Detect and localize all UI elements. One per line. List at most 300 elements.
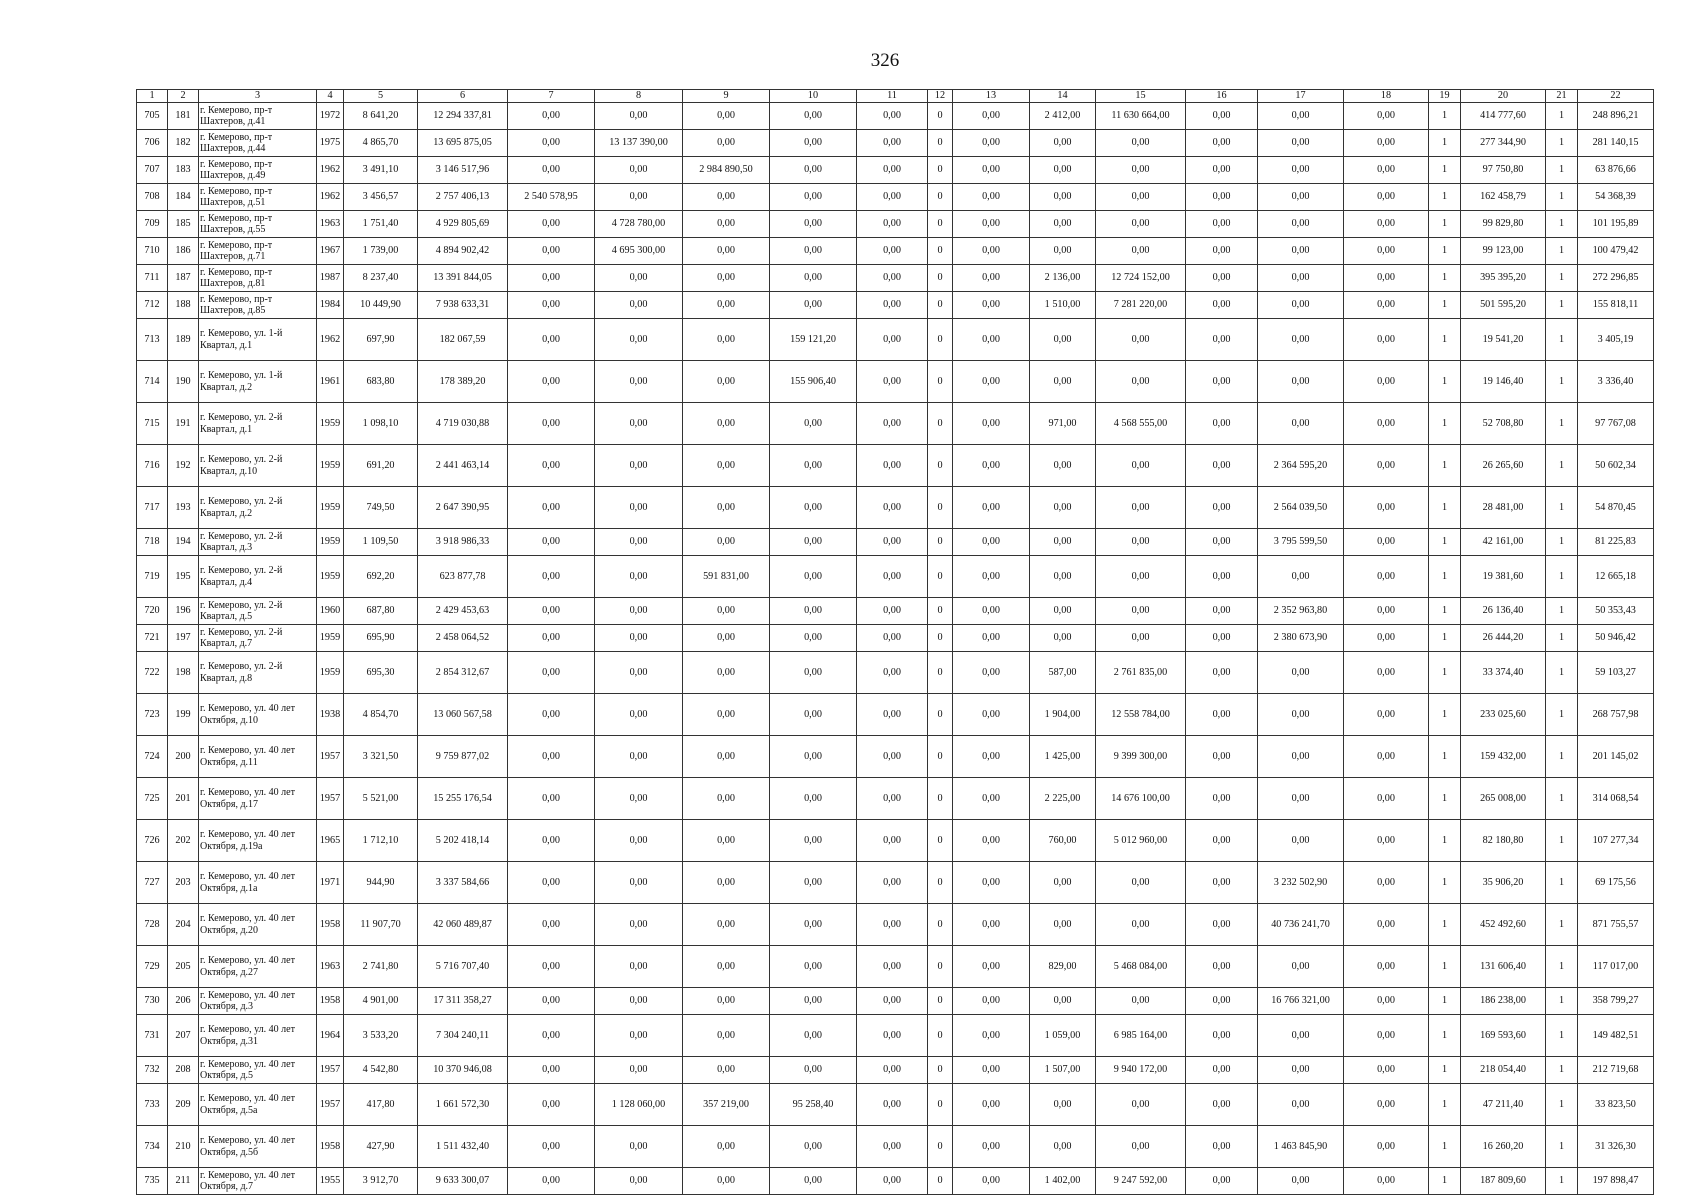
- table-cell: 3 912,70: [344, 1168, 418, 1195]
- table-row: [137, 361, 1654, 403]
- table-cell: 203: [168, 862, 199, 904]
- table-cell: 0,00: [1186, 736, 1258, 778]
- table-cell: 0,00: [508, 598, 595, 625]
- table-cell: 26 136,40: [1461, 598, 1546, 625]
- table-cell: 199: [168, 694, 199, 736]
- table-cell: 0,00: [595, 403, 683, 445]
- table-cell: 206: [168, 988, 199, 1015]
- column-header: 9: [683, 90, 770, 103]
- table-cell: 0,00: [1186, 556, 1258, 598]
- table-cell: 0,00: [1344, 625, 1429, 652]
- table-cell: 12 558 784,00: [1096, 694, 1186, 736]
- address-cell: г. Кемерово, пр-т Шахтеров, д.71: [199, 238, 317, 265]
- table-cell: 871 755,57: [1578, 904, 1654, 946]
- table-cell: 0,00: [770, 403, 857, 445]
- table-cell: 0,00: [1186, 820, 1258, 862]
- table-cell: 717: [137, 487, 168, 529]
- table-cell: 734: [137, 1126, 168, 1168]
- table-cell: 190: [168, 361, 199, 403]
- table-cell: 0,00: [953, 529, 1030, 556]
- table-cell: 0,00: [1096, 988, 1186, 1015]
- table-cell: 4 695 300,00: [595, 238, 683, 265]
- table-cell: 0,00: [1096, 211, 1186, 238]
- table-cell: 1: [1546, 445, 1578, 487]
- table-cell: 0,00: [770, 652, 857, 694]
- table-cell: 1: [1429, 904, 1461, 946]
- column-header: 2: [168, 90, 199, 103]
- table-row: [137, 778, 1654, 820]
- table-cell: 0,00: [1096, 862, 1186, 904]
- table-cell: 0,00: [953, 361, 1030, 403]
- table-cell: 59 103,27: [1578, 652, 1654, 694]
- table-cell: 0,00: [857, 403, 928, 445]
- table-cell: 0: [928, 1057, 953, 1084]
- table-cell: 687,80: [344, 598, 418, 625]
- table-cell: 0,00: [1344, 445, 1429, 487]
- table-cell: 0,00: [770, 103, 857, 130]
- table-cell: 0,00: [1258, 820, 1344, 862]
- table-cell: 1957: [317, 1057, 344, 1084]
- table-cell: 155 906,40: [770, 361, 857, 403]
- table-cell: 0,00: [1344, 778, 1429, 820]
- table-cell: 0,00: [1258, 184, 1344, 211]
- address-cell: г. Кемерово, ул. 40 лет Октября, д.1а: [199, 862, 317, 904]
- table-cell: 0: [928, 529, 953, 556]
- table-cell: 1: [1429, 625, 1461, 652]
- table-cell: 2 352 963,80: [1258, 598, 1344, 625]
- table-cell: 211: [168, 1168, 199, 1195]
- table-cell: 2 364 595,20: [1258, 445, 1344, 487]
- table-cell: 13 391 844,05: [418, 265, 508, 292]
- table-cell: 159 121,20: [770, 319, 857, 361]
- table-cell: 1: [1546, 694, 1578, 736]
- table-row: [137, 487, 1654, 529]
- table-cell: 1: [1546, 1084, 1578, 1126]
- table-cell: 0,00: [1096, 184, 1186, 211]
- table-cell: 0,00: [595, 625, 683, 652]
- table-cell: 0,00: [1096, 487, 1186, 529]
- table-cell: 0,00: [683, 946, 770, 988]
- address-cell: г. Кемерово, ул. 40 лет Октября, д.31: [199, 1015, 317, 1057]
- table-cell: 0,00: [1186, 1168, 1258, 1195]
- table-cell: 0,00: [1186, 403, 1258, 445]
- table-cell: 0,00: [508, 445, 595, 487]
- table-cell: 0,00: [770, 820, 857, 862]
- table-cell: 0,00: [1344, 361, 1429, 403]
- table-cell: 0,00: [953, 556, 1030, 598]
- table-cell: 8 641,20: [344, 103, 418, 130]
- table-cell: 52 708,80: [1461, 403, 1546, 445]
- table-cell: 0: [928, 157, 953, 184]
- table-cell: 1: [1429, 556, 1461, 598]
- table-cell: 1955: [317, 1168, 344, 1195]
- table-cell: 218 054,40: [1461, 1057, 1546, 1084]
- address-cell: г. Кемерово, ул. 2-й Квартал, д.4: [199, 556, 317, 598]
- table-cell: 0,00: [508, 988, 595, 1015]
- table-cell: 0,00: [953, 211, 1030, 238]
- table-cell: 9 247 592,00: [1096, 1168, 1186, 1195]
- table-cell: 0,00: [595, 1057, 683, 1084]
- table-cell: 0,00: [683, 130, 770, 157]
- table-cell: 730: [137, 988, 168, 1015]
- table-cell: 0,00: [508, 211, 595, 238]
- table-cell: 0,00: [857, 361, 928, 403]
- table-cell: 7 304 240,11: [418, 1015, 508, 1057]
- table-row: [137, 157, 1654, 184]
- table-cell: 0,00: [595, 265, 683, 292]
- table-cell: 1987: [317, 265, 344, 292]
- table-cell: 0,00: [1258, 946, 1344, 988]
- column-header: 14: [1030, 90, 1096, 103]
- table-cell: 0,00: [1096, 904, 1186, 946]
- table-cell: 713: [137, 319, 168, 361]
- table-row: [137, 265, 1654, 292]
- table-cell: 2 854 312,67: [418, 652, 508, 694]
- table-row: [137, 403, 1654, 445]
- table-cell: 0: [928, 988, 953, 1015]
- address-cell: г. Кемерово, пр-т Шахтеров, д.41: [199, 103, 317, 130]
- table-cell: 13 695 875,05: [418, 130, 508, 157]
- table-cell: 265 008,00: [1461, 778, 1546, 820]
- table-row: [137, 211, 1654, 238]
- table-cell: 0,00: [1186, 652, 1258, 694]
- table-cell: 623 877,78: [418, 556, 508, 598]
- table-cell: 149 482,51: [1578, 1015, 1654, 1057]
- table-cell: 1: [1429, 946, 1461, 988]
- table-row: [137, 292, 1654, 319]
- table-cell: 4 894 902,42: [418, 238, 508, 265]
- table-cell: 1962: [317, 319, 344, 361]
- table-cell: 0,00: [595, 736, 683, 778]
- table-cell: 417,80: [344, 1084, 418, 1126]
- table-cell: 1975: [317, 130, 344, 157]
- table-cell: 1 463 845,90: [1258, 1126, 1344, 1168]
- table-cell: 706: [137, 130, 168, 157]
- table-cell: 1: [1429, 1126, 1461, 1168]
- table-cell: 197: [168, 625, 199, 652]
- table-cell: 0,00: [1096, 1084, 1186, 1126]
- table-cell: 1963: [317, 211, 344, 238]
- table-cell: 0: [928, 1126, 953, 1168]
- table-cell: 0,00: [1344, 130, 1429, 157]
- table-cell: 710: [137, 238, 168, 265]
- table-cell: 718: [137, 529, 168, 556]
- table-cell: 0,00: [770, 778, 857, 820]
- table-cell: 0,00: [508, 946, 595, 988]
- table-cell: 194: [168, 529, 199, 556]
- table-cell: 117 017,00: [1578, 946, 1654, 988]
- table-cell: 0,00: [857, 292, 928, 319]
- address-cell: г. Кемерово, ул. 40 лет Октября, д.3: [199, 988, 317, 1015]
- table-cell: 0,00: [508, 319, 595, 361]
- table-cell: 0,00: [953, 103, 1030, 130]
- table-cell: 183: [168, 157, 199, 184]
- table-cell: 0,00: [595, 862, 683, 904]
- table-cell: 0,00: [857, 238, 928, 265]
- table-cell: 1: [1429, 265, 1461, 292]
- table-cell: 0,00: [595, 652, 683, 694]
- address-cell: г. Кемерово, ул. 2-й Квартал, д.2: [199, 487, 317, 529]
- table-cell: 0,00: [683, 103, 770, 130]
- table-cell: 1: [1546, 988, 1578, 1015]
- table-cell: 31 326,30: [1578, 1126, 1654, 1168]
- table-cell: 0,00: [683, 778, 770, 820]
- table-cell: 1 511 432,40: [418, 1126, 508, 1168]
- table-cell: 13 060 567,58: [418, 694, 508, 736]
- table-cell: 1: [1429, 184, 1461, 211]
- table-cell: 2 741,80: [344, 946, 418, 988]
- table-cell: 0,00: [508, 1057, 595, 1084]
- table-cell: 0,00: [595, 694, 683, 736]
- table-cell: 5 521,00: [344, 778, 418, 820]
- table-cell: 1: [1546, 319, 1578, 361]
- table-cell: 281 140,15: [1578, 130, 1654, 157]
- address-cell: г. Кемерово, ул. 2-й Квартал, д.10: [199, 445, 317, 487]
- table-cell: 0,00: [595, 1126, 683, 1168]
- table-cell: 4 542,80: [344, 1057, 418, 1084]
- table-cell: 186 238,00: [1461, 988, 1546, 1015]
- table-cell: 0,00: [683, 1126, 770, 1168]
- table-cell: 0,00: [1096, 529, 1186, 556]
- table-cell: 1 712,10: [344, 820, 418, 862]
- table-cell: 0,00: [770, 487, 857, 529]
- table-cell: 209: [168, 1084, 199, 1126]
- table-cell: 0,00: [1344, 862, 1429, 904]
- table-cell: 5 202 418,14: [418, 820, 508, 862]
- table-cell: 1: [1546, 652, 1578, 694]
- table-cell: 2 412,00: [1030, 103, 1096, 130]
- table-cell: 0,00: [1258, 1084, 1344, 1126]
- table-cell: 0,00: [1258, 103, 1344, 130]
- column-header: 15: [1096, 90, 1186, 103]
- table-cell: 11 630 664,00: [1096, 103, 1186, 130]
- table-cell: 0,00: [595, 1015, 683, 1057]
- table-cell: 0,00: [1096, 238, 1186, 265]
- table-cell: 0,00: [1258, 292, 1344, 319]
- table-cell: 1967: [317, 238, 344, 265]
- table-cell: 1: [1546, 529, 1578, 556]
- table-cell: 0,00: [683, 238, 770, 265]
- table-cell: 1: [1429, 736, 1461, 778]
- table-cell: 721: [137, 625, 168, 652]
- table-cell: 162 458,79: [1461, 184, 1546, 211]
- table-cell: 97 767,08: [1578, 403, 1654, 445]
- table-cell: 1 739,00: [344, 238, 418, 265]
- table-cell: 50 602,34: [1578, 445, 1654, 487]
- table-cell: 1: [1429, 211, 1461, 238]
- table-cell: 4 865,70: [344, 130, 418, 157]
- table-cell: 2 441 463,14: [418, 445, 508, 487]
- table-cell: 1: [1546, 736, 1578, 778]
- address-cell: г. Кемерово, ул. 40 лет Октября, д.5б: [199, 1126, 317, 1168]
- table-cell: 0,00: [1186, 319, 1258, 361]
- column-header: 17: [1258, 90, 1344, 103]
- table-cell: 2 761 835,00: [1096, 652, 1186, 694]
- table-row: [137, 238, 1654, 265]
- table-cell: 0,00: [508, 529, 595, 556]
- table-cell: 726: [137, 820, 168, 862]
- table-cell: 10 370 946,08: [418, 1057, 508, 1084]
- table-cell: 0,00: [770, 598, 857, 625]
- table-cell: 0,00: [683, 529, 770, 556]
- table-cell: 0,00: [1030, 445, 1096, 487]
- table-cell: 2 984 890,50: [683, 157, 770, 184]
- table-cell: 0,00: [857, 556, 928, 598]
- table-cell: 0,00: [953, 1168, 1030, 1195]
- table-cell: 4 719 030,88: [418, 403, 508, 445]
- table-cell: 0,00: [683, 487, 770, 529]
- header-row: [137, 90, 1654, 103]
- table-cell: 0,00: [953, 736, 1030, 778]
- table-cell: 0,00: [1186, 625, 1258, 652]
- table-cell: 0,00: [1186, 778, 1258, 820]
- table-cell: 0,00: [953, 445, 1030, 487]
- table-row: [137, 130, 1654, 157]
- table-cell: 0,00: [1186, 157, 1258, 184]
- table-cell: 1959: [317, 487, 344, 529]
- table-cell: 0,00: [770, 130, 857, 157]
- table-cell: 47 211,40: [1461, 1084, 1546, 1126]
- table-cell: 189: [168, 319, 199, 361]
- table-cell: 0,00: [770, 1168, 857, 1195]
- table-cell: 1 425,00: [1030, 736, 1096, 778]
- table-cell: 705: [137, 103, 168, 130]
- table-cell: 732: [137, 1057, 168, 1084]
- table-cell: 0,00: [683, 361, 770, 403]
- table-cell: 0,00: [1030, 862, 1096, 904]
- table-cell: 1: [1546, 403, 1578, 445]
- table-cell: 277 344,90: [1461, 130, 1546, 157]
- table-cell: 1: [1429, 694, 1461, 736]
- table-cell: 0,00: [1030, 211, 1096, 238]
- table-cell: 248 896,21: [1578, 103, 1654, 130]
- table-cell: 1: [1546, 625, 1578, 652]
- table-cell: 233 025,60: [1461, 694, 1546, 736]
- table-cell: 42 060 489,87: [418, 904, 508, 946]
- table-cell: 2 225,00: [1030, 778, 1096, 820]
- table-cell: 0: [928, 487, 953, 529]
- table-cell: 50 353,43: [1578, 598, 1654, 625]
- table-cell: 54 368,39: [1578, 184, 1654, 211]
- column-header: 22: [1578, 90, 1654, 103]
- table-cell: 3 337 584,66: [418, 862, 508, 904]
- table-cell: 1: [1546, 130, 1578, 157]
- table-cell: 357 219,00: [683, 1084, 770, 1126]
- table-cell: 0,00: [683, 736, 770, 778]
- table-cell: 1: [1546, 1126, 1578, 1168]
- table-cell: 205: [168, 946, 199, 988]
- table-row: [137, 820, 1654, 862]
- table-cell: 0,00: [770, 292, 857, 319]
- table-cell: 0,00: [1030, 529, 1096, 556]
- table-row: [137, 988, 1654, 1015]
- table-cell: 0,00: [953, 265, 1030, 292]
- table-cell: 695,90: [344, 625, 418, 652]
- table-cell: 26 265,60: [1461, 445, 1546, 487]
- table-cell: 0,00: [508, 904, 595, 946]
- table-cell: 0,00: [1258, 556, 1344, 598]
- table-cell: 63 876,66: [1578, 157, 1654, 184]
- table-cell: 95 258,40: [770, 1084, 857, 1126]
- table-cell: 1: [1429, 130, 1461, 157]
- table-cell: 9 399 300,00: [1096, 736, 1186, 778]
- table-cell: 0,00: [1030, 157, 1096, 184]
- table-cell: 0,00: [1186, 130, 1258, 157]
- table-cell: 100 479,42: [1578, 238, 1654, 265]
- table-cell: 192: [168, 445, 199, 487]
- table-cell: 723: [137, 694, 168, 736]
- table-cell: 1: [1546, 487, 1578, 529]
- table-cell: 82 180,80: [1461, 820, 1546, 862]
- table-cell: 0,00: [1186, 238, 1258, 265]
- table-cell: 358 799,27: [1578, 988, 1654, 1015]
- table-cell: 697,90: [344, 319, 418, 361]
- table-cell: 0,00: [508, 130, 595, 157]
- table-cell: 1: [1429, 445, 1461, 487]
- table-cell: 314 068,54: [1578, 778, 1654, 820]
- table-cell: 0,00: [1344, 1057, 1429, 1084]
- table-cell: 0,00: [508, 265, 595, 292]
- table-cell: 1: [1429, 403, 1461, 445]
- table-cell: 5 012 960,00: [1096, 820, 1186, 862]
- table-cell: 1: [1546, 862, 1578, 904]
- table-cell: 1: [1429, 292, 1461, 319]
- table-cell: 2 540 578,95: [508, 184, 595, 211]
- table-cell: 0,00: [857, 1084, 928, 1126]
- table-cell: 178 389,20: [418, 361, 508, 403]
- table-cell: 0,00: [683, 904, 770, 946]
- column-header: 3: [199, 90, 317, 103]
- table-cell: 0,00: [508, 103, 595, 130]
- table-cell: 1: [1546, 361, 1578, 403]
- table-cell: 1959: [317, 556, 344, 598]
- address-cell: г. Кемерово, пр-т Шахтеров, д.49: [199, 157, 317, 184]
- table-cell: 1971: [317, 862, 344, 904]
- table-cell: 99 123,00: [1461, 238, 1546, 265]
- table-cell: 0,00: [1258, 736, 1344, 778]
- table-cell: 1: [1429, 103, 1461, 130]
- table-cell: 1: [1546, 292, 1578, 319]
- table-cell: 0,00: [770, 736, 857, 778]
- table-cell: 0,00: [953, 184, 1030, 211]
- table-cell: 8 237,40: [344, 265, 418, 292]
- address-cell: г. Кемерово, ул. 2-й Квартал, д.5: [199, 598, 317, 625]
- table-cell: 1: [1546, 778, 1578, 820]
- table-cell: 1962: [317, 157, 344, 184]
- table-cell: 0,00: [1344, 1126, 1429, 1168]
- table-cell: 0,00: [953, 292, 1030, 319]
- table-cell: 0,00: [1186, 694, 1258, 736]
- table-cell: 0,00: [857, 445, 928, 487]
- table-row: [137, 946, 1654, 988]
- table-cell: 0,00: [683, 598, 770, 625]
- table-cell: 1965: [317, 820, 344, 862]
- table-cell: 0,00: [1344, 529, 1429, 556]
- column-header: 20: [1461, 90, 1546, 103]
- table-cell: 728: [137, 904, 168, 946]
- table-cell: 0,00: [953, 487, 1030, 529]
- table-cell: 14 676 100,00: [1096, 778, 1186, 820]
- table-row: [137, 904, 1654, 946]
- table-cell: 0,00: [953, 1084, 1030, 1126]
- table-cell: 0,00: [953, 988, 1030, 1015]
- table-cell: 591 831,00: [683, 556, 770, 598]
- column-header: 7: [508, 90, 595, 103]
- table-cell: 1: [1546, 946, 1578, 988]
- table-cell: 0,00: [953, 1126, 1030, 1168]
- table-cell: 210: [168, 1126, 199, 1168]
- table-cell: 6 985 164,00: [1096, 1015, 1186, 1057]
